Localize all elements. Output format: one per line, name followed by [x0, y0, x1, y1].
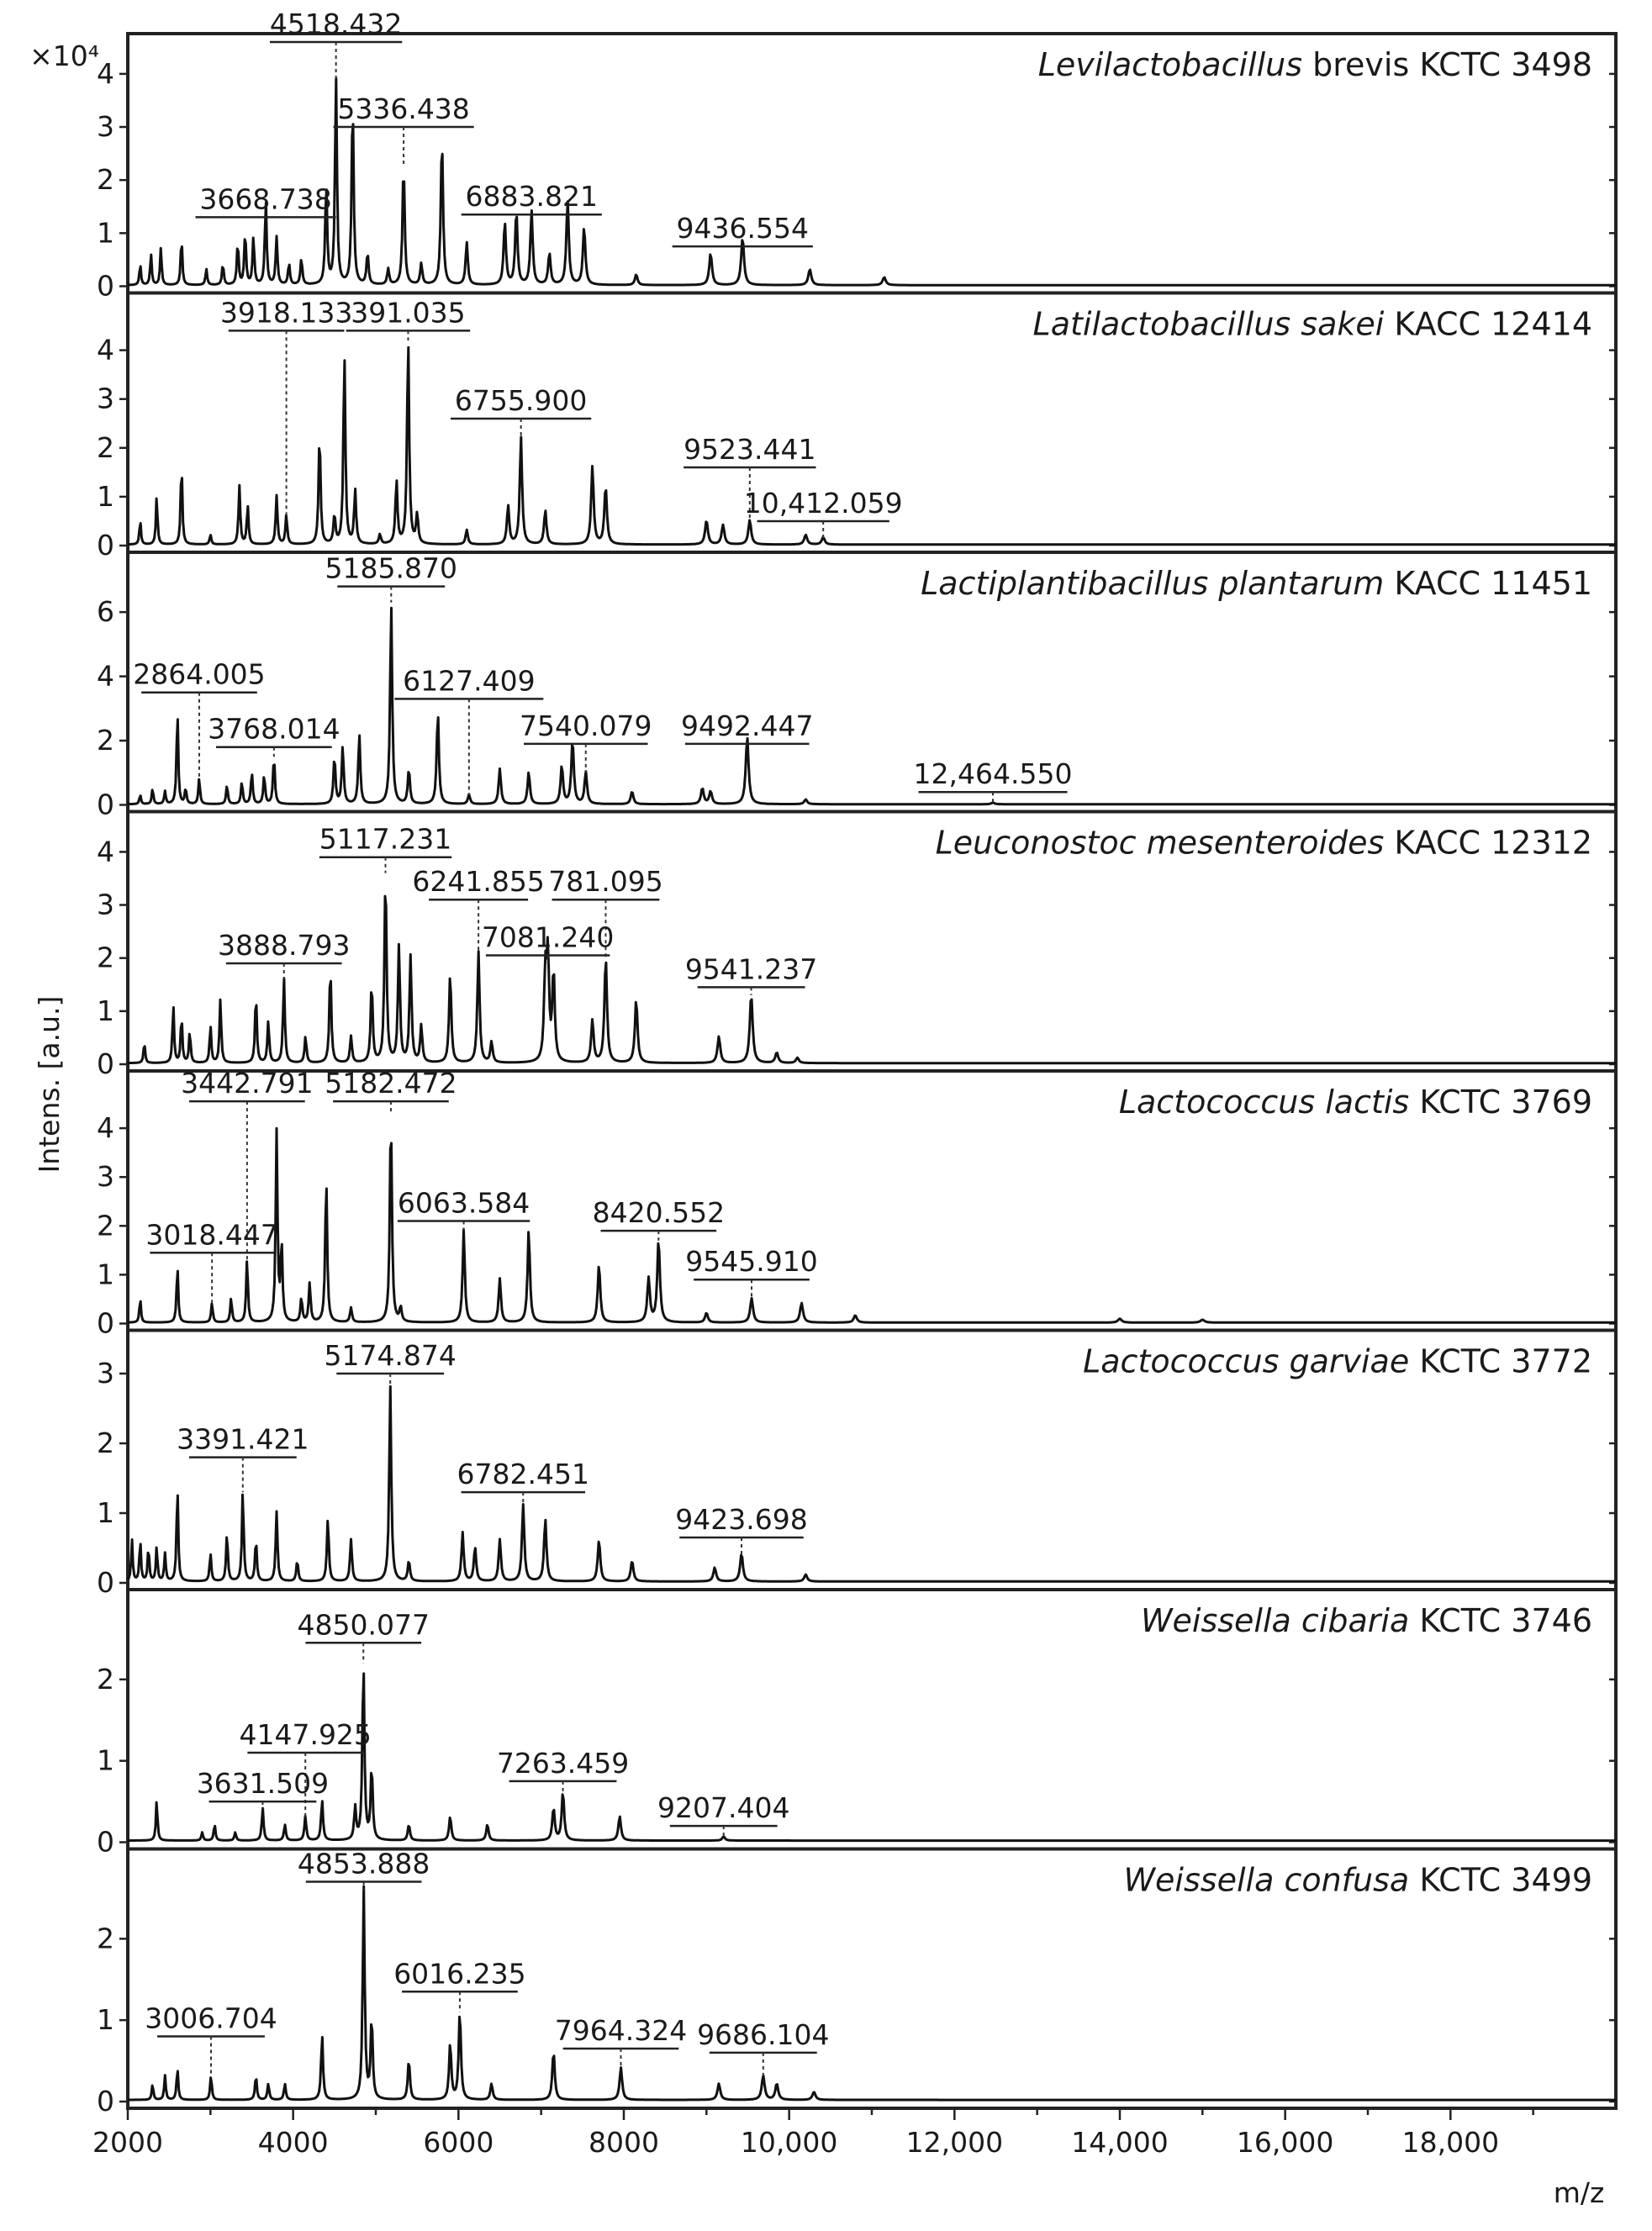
spectrum-panel — [97, 1067, 1616, 1339]
y-tick-label: 3 — [97, 110, 114, 144]
x-tick-label: 16,000 — [1236, 2126, 1334, 2159]
spectrum-panel — [97, 293, 1616, 562]
strain-name: KCTC 3746 — [1409, 1602, 1592, 1639]
peak-label: 6127.409 — [403, 664, 536, 698]
panel-species-title — [1123, 1862, 1592, 1899]
peak-annotation — [555, 2014, 687, 2069]
panel-species-title — [1141, 1602, 1592, 1639]
peak-label: 6016.235 — [393, 1957, 526, 1991]
peak-annotation — [324, 1339, 456, 1388]
spectrum-trace — [128, 608, 1616, 804]
peak-label: 7964.324 — [554, 2014, 688, 2048]
peak-annotation — [462, 180, 602, 214]
peak-label: 9436.554 — [676, 212, 809, 245]
peak-label: 5117.231 — [319, 822, 452, 856]
y-tick-label: 2 — [97, 430, 114, 464]
peak-label: 6755.900 — [454, 383, 588, 417]
strain-name: brevis KCTC 3498 — [1302, 46, 1592, 83]
y-tick-label: 2 — [97, 1209, 114, 1242]
strain-name: KACC 12414 — [1384, 305, 1592, 343]
peak-label: 3442.791 — [181, 1067, 314, 1100]
peak-annotation — [673, 212, 813, 246]
y-tick-label: 0 — [97, 1306, 114, 1340]
y-tick-label: 6 — [97, 595, 114, 629]
panel-species-title — [1083, 1343, 1592, 1380]
y-tick-label: 0 — [97, 1825, 114, 1859]
y-tick-label: 4 — [97, 333, 114, 367]
peak-annotation — [270, 8, 402, 79]
x-axis — [92, 2108, 1533, 2159]
y-tick-label: 1 — [97, 2003, 114, 2037]
peak-annotation — [681, 709, 813, 744]
peak-label: 391.035 — [351, 296, 466, 330]
peak-annotation — [196, 182, 336, 217]
peak-label: 4518.432 — [269, 8, 403, 40]
strain-name: KCTC 3769 — [1409, 1084, 1592, 1121]
y-tick-label: 0 — [97, 269, 114, 303]
peak-annotation — [197, 1767, 329, 1810]
spectrum-trace — [128, 1128, 1616, 1322]
y-tick-label: 2 — [97, 1662, 114, 1696]
peak-label: 4853.888 — [297, 1847, 430, 1880]
peak-label: 6782.451 — [457, 1458, 590, 1491]
peak-label: 6063.584 — [397, 1186, 530, 1220]
peak-label: 3391.421 — [177, 1422, 309, 1456]
species-name: Latilactobacillus sakei — [1032, 305, 1385, 343]
spectrum-panel — [97, 1848, 1616, 2118]
spectrum-trace — [128, 896, 1616, 1063]
peak-annotation — [218, 929, 350, 979]
peak-label: 5174.874 — [324, 1339, 457, 1372]
x-tick-label: 4000 — [257, 2126, 329, 2159]
species-name: Lactococcus garviae — [1083, 1342, 1410, 1380]
y-tick-label: 2 — [97, 1427, 114, 1459]
y-tick-label: 0 — [97, 1566, 114, 1599]
spectrum-trace — [128, 1674, 1616, 1841]
y-tick-label: 4 — [97, 835, 114, 868]
peak-label: 2864.005 — [133, 657, 266, 691]
y-tick-label: 1 — [97, 1258, 114, 1291]
peak-label: 4147.925 — [239, 1717, 372, 1751]
y-tick-label: 2 — [97, 1922, 114, 1955]
peak-annotation — [685, 952, 817, 994]
x-tick-label: 8000 — [588, 2126, 659, 2159]
strain-name: KACC 11451 — [1384, 565, 1592, 602]
peak-label: 3918.133 — [219, 296, 353, 330]
y-tick-label: 1 — [97, 216, 114, 250]
x-tick-label: 6000 — [423, 2126, 494, 2159]
peak-label: 6883.821 — [465, 180, 598, 214]
peak-label: 5185.870 — [325, 551, 458, 585]
peak-annotation — [914, 757, 1073, 803]
peak-label: 7263.459 — [496, 1746, 630, 1780]
peak-label: 3018.447 — [145, 1218, 278, 1252]
peak-annotation — [497, 1747, 629, 1794]
y-exponent-label: ×10⁴ — [29, 40, 99, 72]
peak-annotation — [520, 709, 652, 773]
species-name: Lactococcus lactis — [1118, 1084, 1410, 1121]
y-tick-label: 2 — [97, 941, 114, 974]
peak-label: 9686.104 — [697, 2017, 830, 2051]
peak-label: 7540.079 — [520, 709, 652, 742]
strain-name: KCTC 3499 — [1409, 1861, 1592, 1899]
y-tick-label: 0 — [97, 1047, 114, 1080]
strain-name: KCTC 3772 — [1409, 1342, 1592, 1380]
peak-annotation — [393, 1957, 525, 2012]
x-tick-label: 14,000 — [1071, 2126, 1169, 2159]
peak-annotation — [697, 2018, 829, 2077]
peak-annotation — [457, 1458, 589, 1506]
x-axis-title: m/z — [1553, 2176, 1605, 2209]
spectrum-trace — [128, 1386, 1616, 1581]
peak-label: 9541.237 — [684, 952, 818, 986]
peak-label: 9492.447 — [681, 709, 814, 742]
peak-annotation — [145, 1218, 277, 1304]
peak-annotation — [145, 2002, 277, 2077]
peak-label: 8420.552 — [592, 1196, 726, 1230]
peak-label: 3768.014 — [208, 712, 340, 746]
spectrum-panel — [97, 552, 1616, 821]
peak-label: 9545.910 — [685, 1245, 818, 1279]
y-tick-label: 3 — [97, 1357, 114, 1390]
peak-annotation — [346, 296, 471, 340]
peak-annotation — [325, 1067, 457, 1114]
species-name: Weissella cibaria — [1140, 1602, 1410, 1639]
peak-annotation — [325, 552, 457, 603]
peak-annotation — [744, 487, 903, 538]
peak-label: 4850.077 — [297, 1608, 430, 1642]
peak-annotation — [675, 1503, 807, 1555]
peak-annotation — [657, 1791, 789, 1838]
peak-label: 5336.438 — [337, 92, 470, 126]
y-tick-label: 1 — [97, 994, 114, 1027]
peak-annotation — [208, 713, 340, 757]
x-tick-label: 12,000 — [905, 2126, 1004, 2159]
y-tick-label: 0 — [97, 788, 114, 821]
peak-annotation — [482, 921, 614, 963]
peak-label: 3006.704 — [145, 2002, 277, 2035]
spectrum-panel — [97, 1590, 1616, 1859]
peak-annotation — [177, 1423, 309, 1493]
spectrum-panel — [97, 1331, 1616, 1600]
species-name: Leuconostoc mesenteroides — [935, 824, 1385, 862]
x-tick-label: 2000 — [92, 2126, 163, 2159]
species-name: Levilactobacillus — [1037, 46, 1303, 83]
peak-label: 3668.738 — [199, 182, 332, 216]
panel-species-title — [1033, 306, 1592, 343]
species-name: Lactiplantibacillus plantarum — [921, 565, 1385, 602]
peak-label: 6241.855 — [412, 865, 545, 899]
y-tick-label: 0 — [97, 2085, 114, 2118]
peak-label: 5182.472 — [325, 1067, 457, 1100]
strain-name: KACC 12312 — [1384, 824, 1592, 862]
peak-annotation — [298, 1848, 430, 1891]
y-tick-label: 3 — [97, 888, 114, 921]
y-tick-label: 0 — [97, 529, 114, 562]
panel-species-title — [936, 825, 1592, 862]
peak-annotation — [298, 1608, 430, 1663]
spectrum-trace — [128, 1886, 1616, 2100]
peak-label: 781.095 — [548, 865, 663, 899]
peak-label: 9523.441 — [683, 433, 816, 467]
peak-label: 12,464.550 — [913, 757, 1073, 791]
chart-panels — [97, 8, 1616, 2118]
y-tick-label: 4 — [97, 1111, 114, 1145]
y-tick-label: 2 — [97, 724, 114, 757]
peak-annotation — [220, 296, 352, 516]
spectrum-panel — [97, 8, 1616, 303]
y-tick-label: 1 — [97, 1743, 114, 1777]
x-tick-label: 18,000 — [1401, 2126, 1500, 2159]
y-tick-label: 3 — [97, 1160, 114, 1194]
panel-species-title — [1119, 1084, 1592, 1121]
panel-species-title — [1038, 46, 1592, 83]
peak-label: 9423.698 — [675, 1503, 808, 1537]
y-tick-label: 4 — [97, 56, 114, 90]
y-tick-label: 4 — [97, 659, 114, 693]
x-tick-label: 10,000 — [740, 2126, 838, 2159]
peak-label: 3631.509 — [196, 1767, 330, 1801]
spectrum-panel — [97, 812, 1616, 1081]
y-tick-label: 2 — [97, 163, 114, 197]
peak-annotation — [685, 1245, 817, 1299]
species-name: Weissella confusa — [1123, 1861, 1410, 1899]
peak-annotation — [593, 1196, 725, 1241]
peak-label: 10,412.059 — [743, 486, 903, 520]
panel-species-title — [921, 565, 1592, 602]
peak-label: 3888.793 — [217, 929, 351, 963]
peak-annotation — [398, 1186, 530, 1231]
y-tick-label: 3 — [97, 382, 114, 415]
peak-label: 9207.404 — [657, 1791, 790, 1825]
peak-annotation — [451, 384, 591, 438]
y-axis-title: Intens. [a.u.] — [33, 995, 66, 1174]
peak-label: 7081.240 — [481, 920, 615, 954]
y-tick-label: 1 — [97, 1496, 114, 1529]
y-tick-label: 1 — [97, 479, 114, 513]
